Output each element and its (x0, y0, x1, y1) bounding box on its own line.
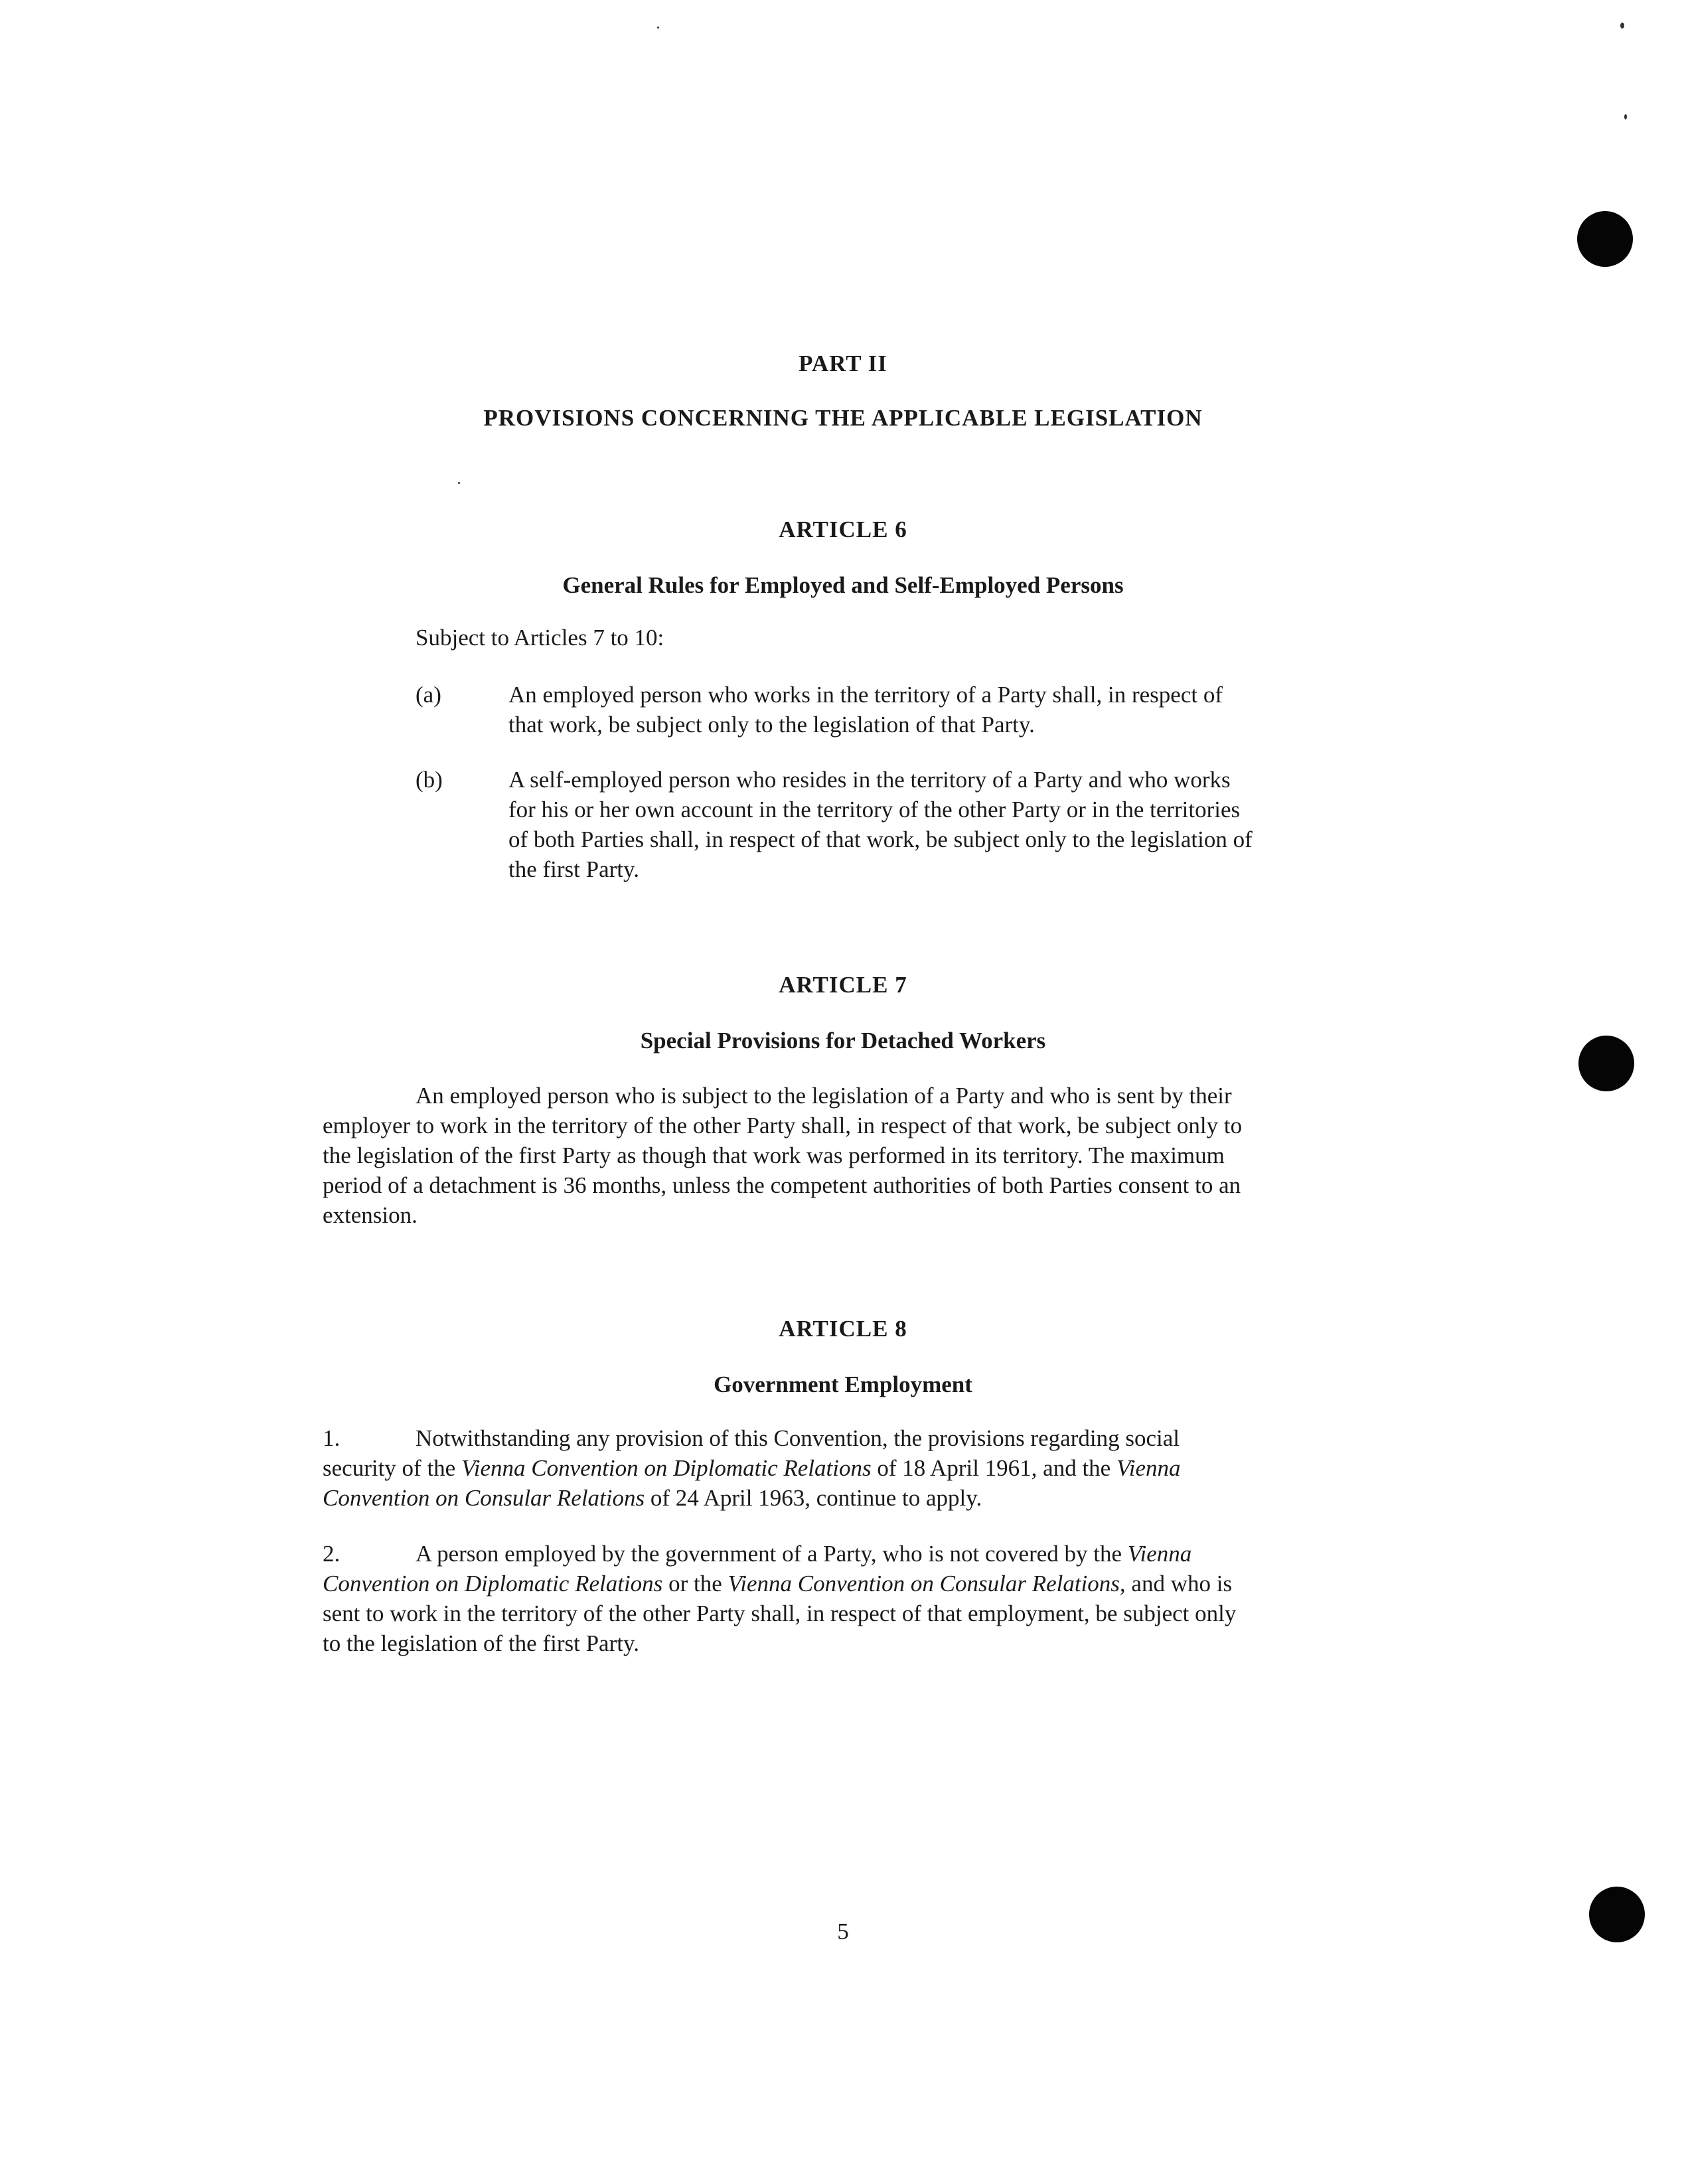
scan-speck (458, 482, 460, 484)
article-7-heading: ARTICLE 7 (779, 972, 907, 998)
article-6-heading: ARTICLE 6 (779, 516, 907, 542)
paragraph-2-line: sent to work in the territory of the other Party shall, in respect of that employment, be subject only (323, 1600, 1237, 1626)
paragraph-1-number: 1. (323, 1425, 341, 1451)
article-7-title: Special Provisions for Detached Workers (640, 1028, 1046, 1053)
item-b-line: the first Party. (508, 856, 639, 882)
article-7-line: employer to work in the territory of the other Party shall, in respect of that work, be subject only to (323, 1113, 1243, 1138)
paragraph-2-line: A person employed by the government of a Party, who is not covered by the Vienna (416, 1541, 1192, 1567)
article-8-title: Government Employment (714, 1371, 972, 1397)
item-a-line: that work, be subject only to the legislation of that Party. (508, 712, 1035, 738)
item-b-line: A self-employed person who resides in the territory of a Party and who works (508, 767, 1231, 793)
item-a-label: (a) (416, 682, 441, 708)
article-7-line: extension. (323, 1202, 418, 1228)
paragraph-2-line: Convention on Diplomatic Relations or the Vienna Convention on Consular Relations, and who is (323, 1571, 1233, 1597)
scan-speck (657, 27, 659, 29)
paragraph-1-line: Convention on Consular Relations of 24 April 1963, continue to apply. (323, 1485, 982, 1511)
article-6-intro: Subject to Articles 7 to 10: (416, 625, 664, 651)
item-a-line: An employed person who works in the territory of a Party shall, in respect of (508, 682, 1223, 708)
scan-speck (1620, 23, 1624, 29)
punch-hole-top (1577, 211, 1633, 267)
article-8-heading: ARTICLE 8 (779, 1316, 907, 1342)
paragraph-1-line: Notwithstanding any provision of this Convention, the provisions regarding social (416, 1425, 1180, 1451)
paragraph-2-line: to the legislation of the first Party. (323, 1630, 639, 1656)
part-title: PART II (799, 351, 887, 376)
part-subtitle: PROVISIONS CONCERNING THE APPLICABLE LEGISLATION (483, 405, 1203, 431)
article-7-line: period of a detachment is 36 months, unless the competent authorities of both Parties consent to an (323, 1172, 1241, 1198)
item-b-line: of both Parties shall, in respect of that work, be subject only to the legislation of (508, 826, 1253, 852)
article-7-line: the legislation of the first Party as though that work was performed in its territory. The maximum (323, 1142, 1225, 1168)
item-b-line: for his or her own account in the territory of the other Party or in the territories (508, 797, 1241, 822)
paragraph-1-line: security of the Vienna Convention on Diplomatic Relations of 18 April 1961, and the Vienna (323, 1455, 1181, 1481)
paragraph-2-number: 2. (323, 1541, 341, 1567)
item-b-label: (b) (416, 767, 443, 793)
page-number: 5 (837, 1918, 849, 1944)
scan-speck (1624, 114, 1627, 119)
article-7-line: An employed person who is subject to the legislation of a Party and who is sent by their (416, 1083, 1232, 1109)
article-6-title: General Rules for Employed and Self-Employed Persons (562, 572, 1124, 598)
